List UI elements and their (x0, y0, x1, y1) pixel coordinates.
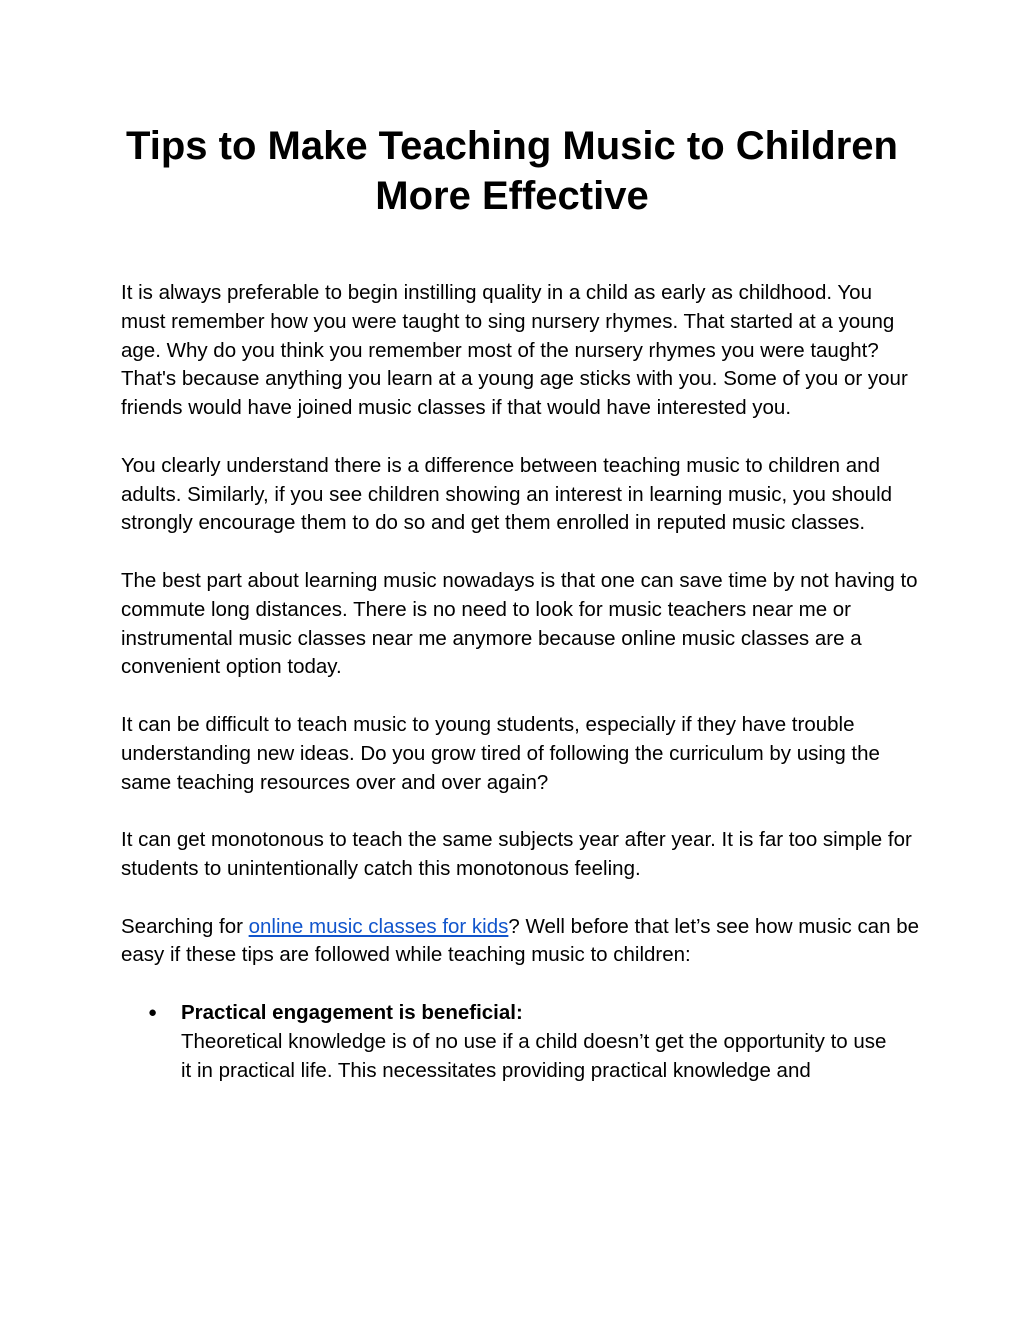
tips-list (121, 999, 921, 1085)
tip-text: Theoretical knowledge is of no use if a child doesn’t get the opportunity to use it in practical life. This necessitates providing practical knowledge and (181, 1029, 887, 1082)
paragraph-search (121, 913, 921, 971)
document-title (100, 121, 924, 221)
document-body (121, 279, 921, 1114)
online-music-classes-link[interactable]: online music classes for kids (248, 914, 509, 938)
title-line-2: More Effective (375, 174, 649, 218)
paragraph-monotony: It can get monotonous to teach the same subjects year after year. It is far too simple for students to unintentionally catch this monotonous feeling. (121, 828, 912, 880)
paragraph-intro: It is always preferable to begin instilling quality in a child as early as childhood. You must remember how you were taught to sing nursery rhymes. That started at a young age. Why do you think you remember most of the nursery rhymes you were taught? That's because anything you learn at a young age sticks with you. Some of you or your friends would have joined music classes if that would have interested you. (121, 281, 908, 420)
bullet-icon: ● (148, 1003, 158, 1021)
list-item (148, 999, 921, 1085)
search-text-after: ? Well before that let’s see how music can be easy if these tips are followed while teaching music to children: (121, 914, 919, 967)
tip-heading: Practical engagement is beneficial: (181, 1000, 523, 1024)
title-line-1: Tips to Make Teaching Music to Children (126, 124, 898, 168)
paragraph-difficulty: It can be difficult to teach music to young students, especially if they have trouble understanding new ideas. Do you grow tired of following the curriculum by using the same teaching resources over and over again? (121, 712, 880, 794)
paragraph-online-classes: The best part about learning music nowadays is that one can save time by not having to commute long distances. There is no need to look for music teachers near me or instrumental music classes near me anymore because online music classes are a convenient option today. (121, 568, 918, 679)
search-text-before: Searching for (121, 914, 249, 938)
paragraph-children-vs-adults: You clearly understand there is a difference between teaching music to children and adults. Similarly, if you see children showing an interest in learning music, you should strongly encourage them to do so and get them enrolled in reputed music classes. (121, 453, 893, 535)
